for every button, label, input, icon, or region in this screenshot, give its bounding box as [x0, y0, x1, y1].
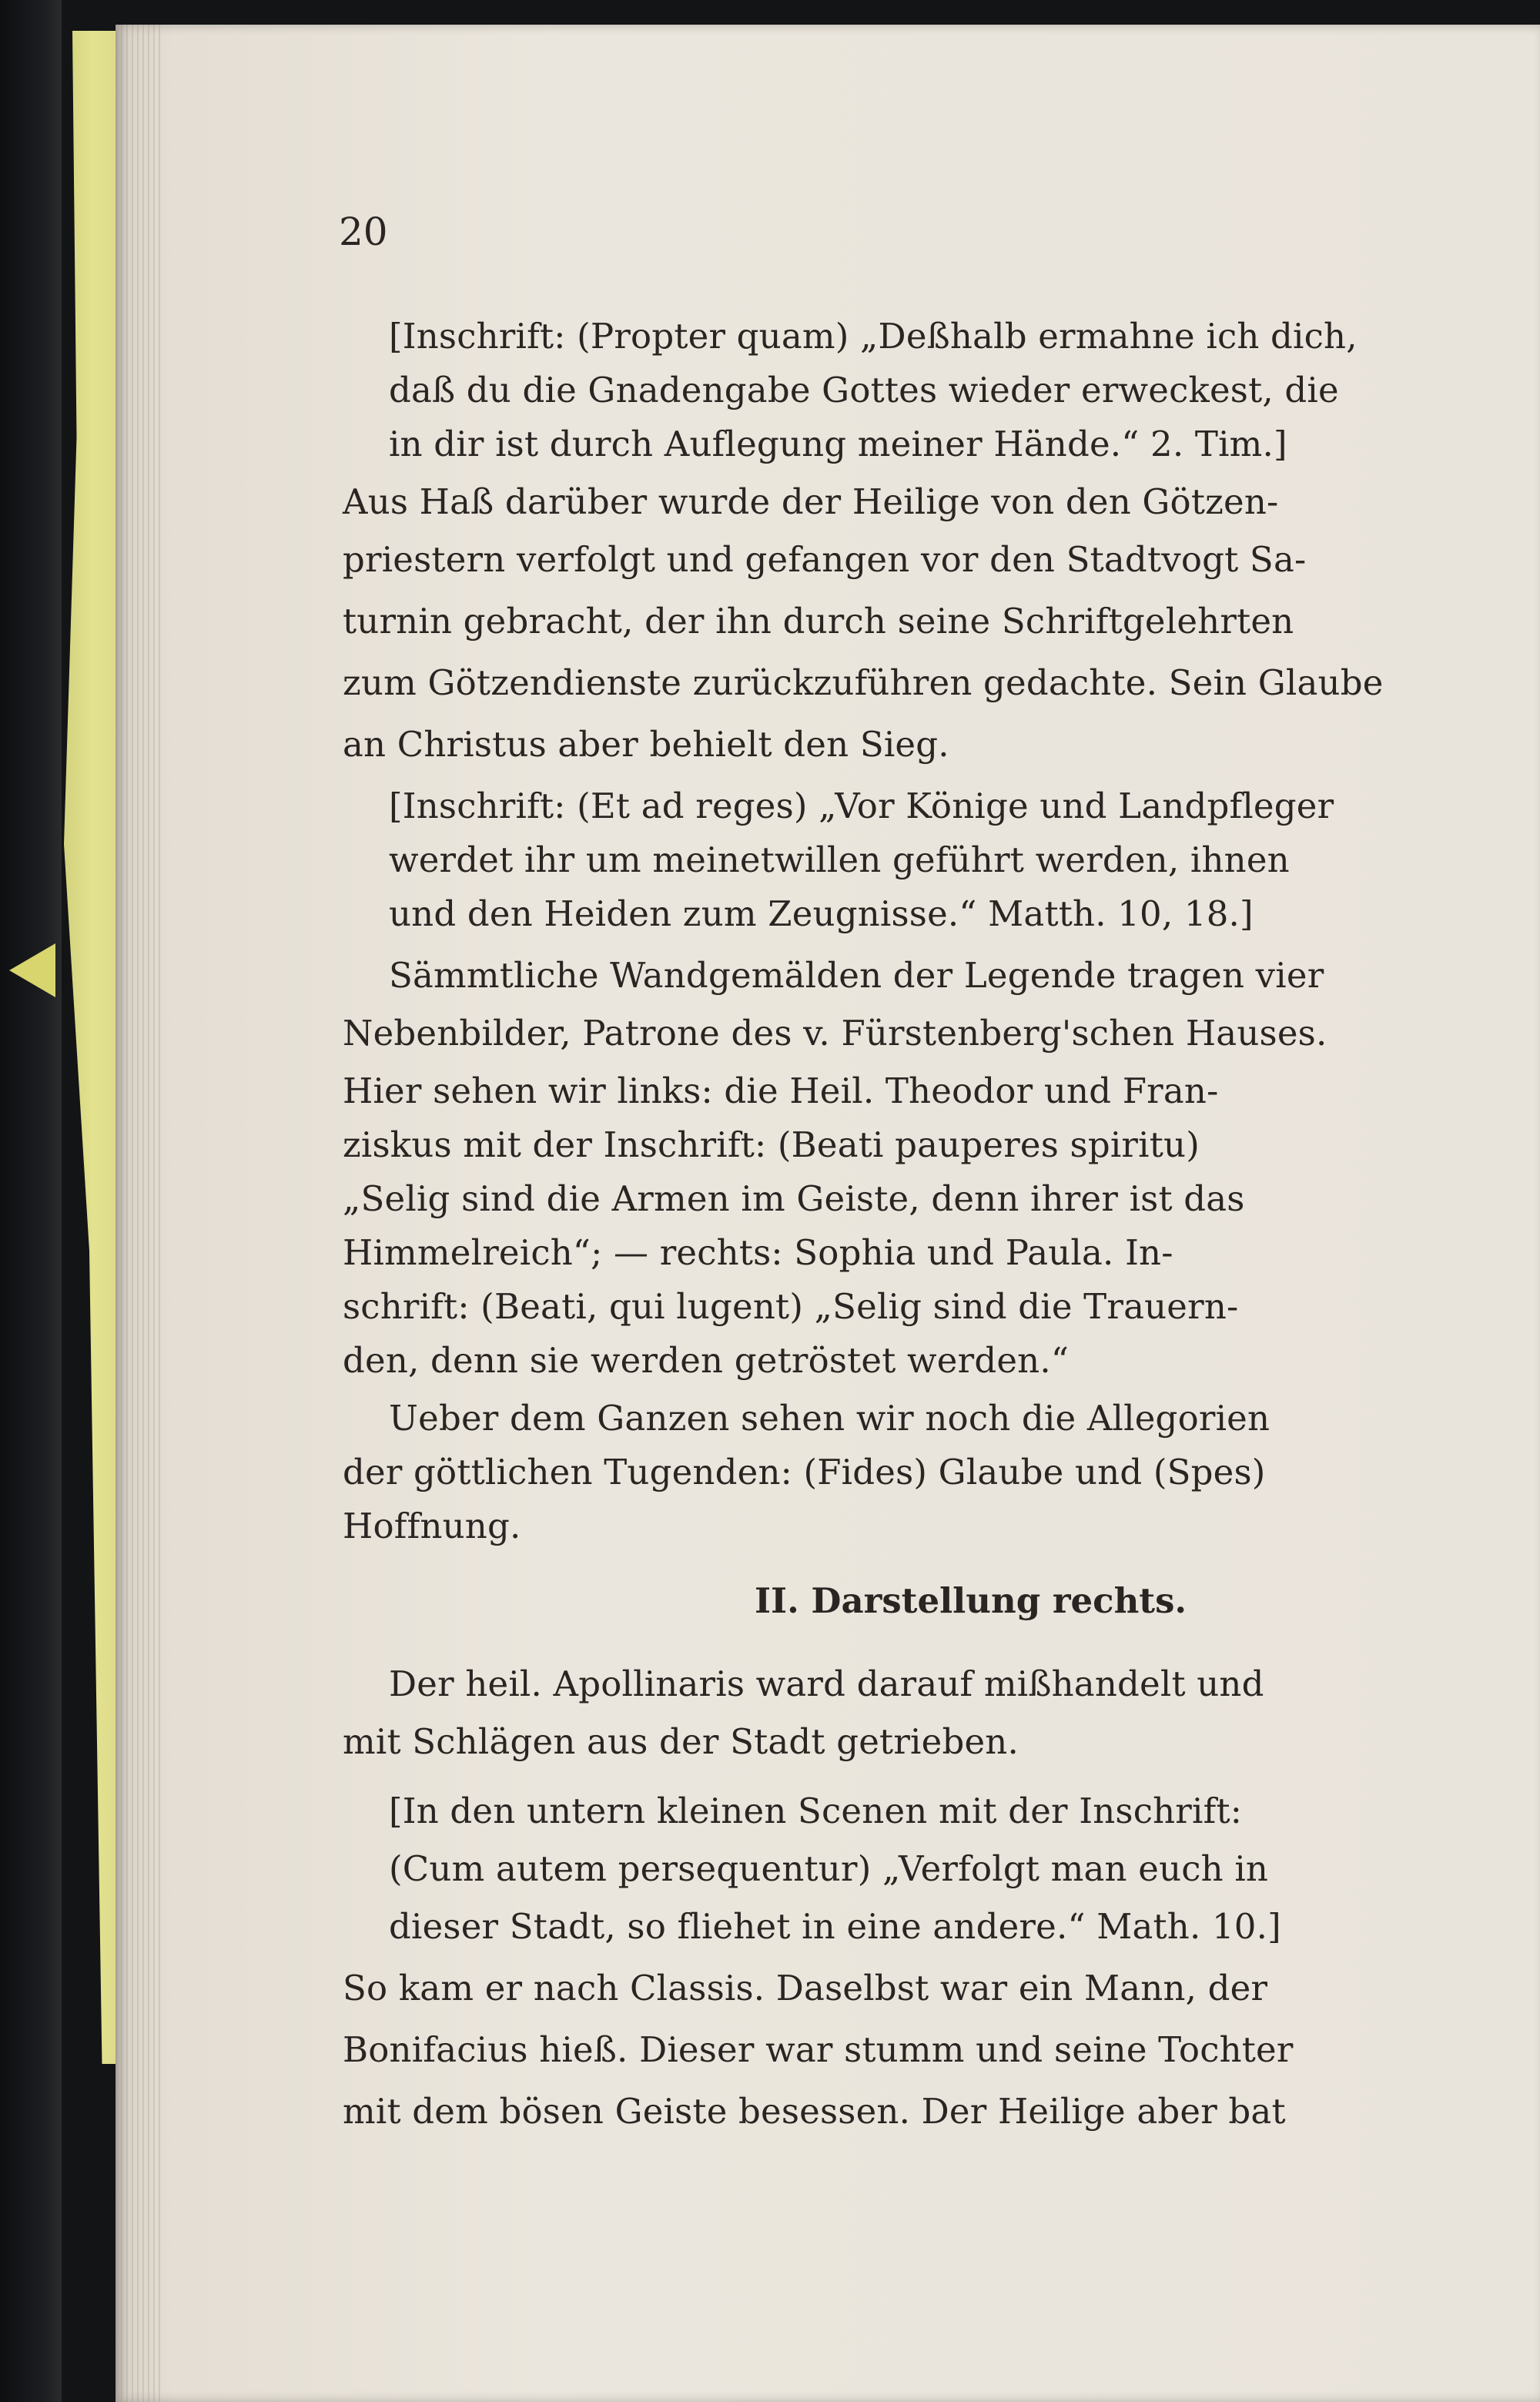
book-page — [116, 25, 1540, 2402]
text-line: So kam er nach Classis. Daselbst war ein Mann, der — [343, 1968, 1268, 2008]
text-line: Aus Haß darüber wurde der Heilige von den Götzen- — [343, 481, 1279, 522]
text-line: in dir ist durch Auflegung meiner Hände.“ 2. Tim.] — [389, 424, 1287, 464]
text-line: [Inschrift: (Et ad reges) „Vor Könige und Landpfleger — [389, 786, 1334, 826]
text-line: schrift: (Beati, qui lugent) „Selig sind die Trauern- — [343, 1286, 1239, 1327]
text-line: daß du die Gnadengabe Gottes wieder erweckest, die — [389, 370, 1339, 410]
text-line: zum Götzendienste zurückzuführen gedachte. Sein Glaube — [343, 662, 1384, 703]
section-heading: II. Darstellung rechts. — [755, 1580, 1187, 1621]
scan-background — [0, 0, 62, 2402]
text-line: dieser Stadt, so fliehet in eine andere.“ Math. 10.] — [389, 1906, 1281, 1947]
text-line: priestern verfolgt und gefangen vor den Stadtvogt Sa- — [343, 539, 1307, 580]
text-line: turnin gebracht, der ihn durch seine Schriftgelehrten — [343, 601, 1294, 642]
text-line: mit Schlägen aus der Stadt getrieben. — [343, 1721, 1019, 1762]
text-line: [In den untern kleinen Scenen mit der Inschrift: — [389, 1791, 1243, 1831]
text-line: und den Heiden zum Zeugnisse.“ Matth. 10, 18.] — [389, 893, 1254, 934]
text-line: werdet ihr um meinetwillen geführt werden, ihnen — [389, 839, 1290, 880]
text-line: Hoffnung. — [343, 1506, 521, 1546]
text-line: [Inschrift: (Propter quam) „Deßhalb ermahne ich dich, — [389, 316, 1358, 357]
text-line: den, denn sie werden getröstet werden.“ — [343, 1340, 1070, 1381]
text-line: Bonifacius hieß. Dieser war stumm und seine Tochter — [343, 2029, 1294, 2070]
text-line: (Cum autem persequentur) „Verfolgt man euch in — [389, 1848, 1269, 1889]
text-line: Himmelreich“; — rechts: Sophia und Paula. In- — [343, 1232, 1173, 1273]
text-line: mit dem bösen Geiste besessen. Der Heilige aber bat — [343, 2091, 1286, 2132]
text-line: Nebenbilder, Patrone des v. Fürstenberg'schen Hauses. — [343, 1013, 1327, 1054]
page-number: 20 — [339, 209, 388, 254]
text-line: Der heil. Apollinaris ward darauf mißhandelt und — [389, 1663, 1264, 1704]
text-line: „Selig sind die Armen im Geiste, denn ihrer ist das — [343, 1178, 1245, 1219]
text-line: der göttlichen Tugenden: (Fides) Glaube und (Spes) — [343, 1452, 1266, 1492]
text-line: Sämmtliche Wandgemälden der Legende tragen vier — [389, 955, 1324, 996]
text-line: an Christus aber behielt den Sieg. — [343, 724, 949, 765]
text-line: Ueber dem Ganzen sehen wir noch die Allegorien — [389, 1398, 1270, 1439]
text-line: ziskus mit der Inschrift: (Beati pauperes spiritu) — [343, 1124, 1200, 1165]
text-line: Hier sehen wir links: die Heil. Theodor und Fran- — [343, 1070, 1219, 1111]
